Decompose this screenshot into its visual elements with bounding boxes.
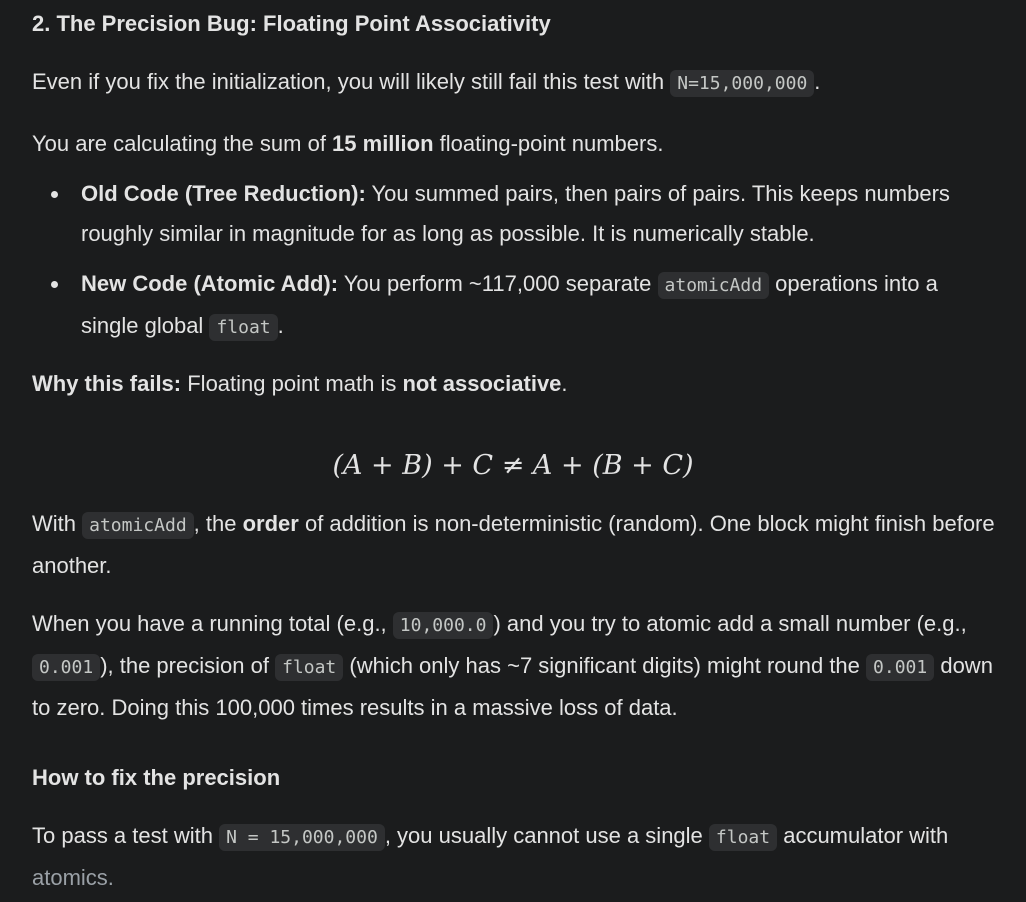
n-value-code: N=15,000,000: [670, 70, 814, 97]
running-total-paragraph: When you have a running total (e.g., 10,000.0 ) and you try to atomic add a small number (e.g., 0.001 ), the precision of float (which only has ~7 significant digits) might round the 0.001 down to zero. Doing this 100,000 times results in a massive loss of data.: [32, 611, 993, 720]
section-heading: 2. The Precision Bug: Floating Point Associativity: [32, 11, 551, 36]
equation-left: (A + B) + C: [332, 450, 494, 481]
small-number-code: 0.001: [32, 654, 100, 681]
faded-streaming-text: atomics.: [32, 865, 114, 890]
equation-right: A + (B + C): [532, 450, 694, 481]
atomicadd-code: atomicAdd: [658, 272, 770, 299]
fifteen-million-bold: 15 million: [332, 131, 434, 156]
sum-paragraph: You are calculating the sum of 15 million floating-point numbers.: [32, 131, 664, 156]
why-label: Why this fails:: [32, 371, 182, 396]
fix-heading: How to fix the precision: [32, 765, 281, 790]
float-code: float: [209, 314, 277, 341]
comparison-list: [32, 174, 992, 358]
not-equal-sign: ≠: [501, 450, 525, 481]
running-total-code: 10,000.0: [393, 612, 494, 639]
small-number-code: 0.001: [866, 654, 934, 681]
float-code: float: [275, 654, 343, 681]
bullet-dot: [51, 191, 58, 198]
new-code-label: New Code (Atomic Add):: [81, 271, 339, 296]
order-bold: order: [242, 511, 299, 536]
not-associative-bold: not associative: [402, 371, 562, 396]
why-paragraph: Why this fails: Floating point math is not associative.: [32, 371, 568, 396]
float-code: float: [709, 824, 777, 851]
old-code-label: Old Code (Tree Reduction):: [81, 181, 366, 206]
fix-paragraph: To pass a test with N = 15,000,000 , you usually cannot use a single float accumulator with atomics.: [32, 823, 949, 890]
associativity-equation: [0, 446, 1026, 486]
list-item-new-code: New Code (Atomic Add): You perform ~117,000 separate atomicAdd operations into a single global float .: [32, 264, 992, 348]
intro-text: Even if you fix the initialization, you will likely still fail this test with: [32, 69, 671, 94]
atomic-order-paragraph: With atomicAdd , the order of addition is non-deterministic (random). One block might finish before another.: [32, 511, 995, 578]
intro-paragraph: Even if you fix the initialization, you will likely still fail this test with N=15,000,000 .: [32, 62, 1007, 104]
atomicadd-code: atomicAdd: [82, 512, 194, 539]
list-item-old-code: [32, 174, 992, 254]
n-equals-code: N = 15,000,000: [219, 824, 385, 851]
bullet-dot: [51, 281, 58, 288]
old-code-text: You summed pairs, then pairs of pairs. This keeps numbers roughly similar in magnitude for as long as possible. It is numerically stable.: [81, 181, 950, 246]
